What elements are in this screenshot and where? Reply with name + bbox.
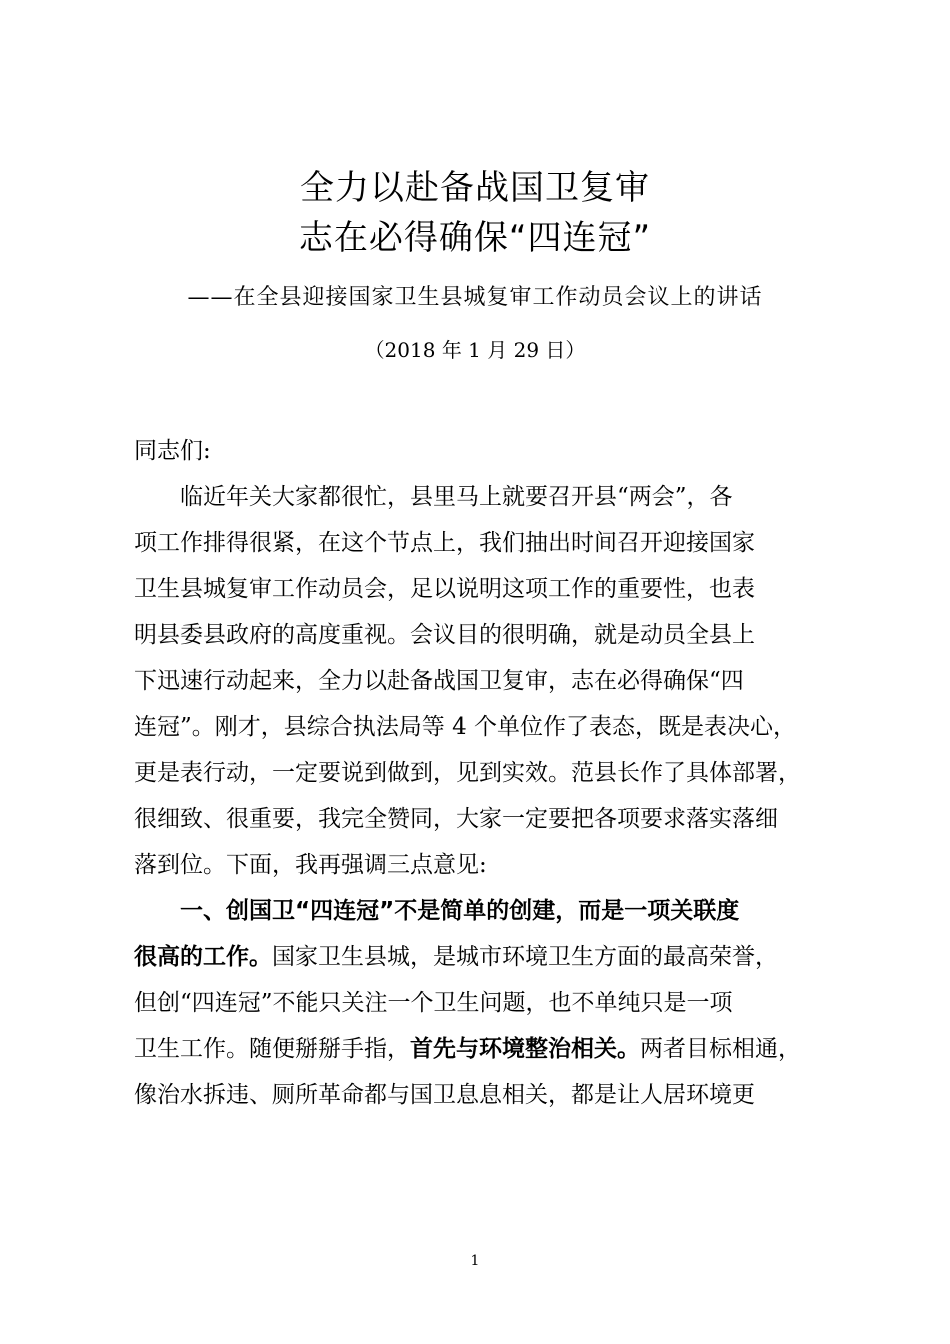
paragraph-text: 国家卫生县城，是城市环境卫生方面的最高荣誉，: [272, 944, 778, 970]
paragraph-line: 临近年关大家都很忙，县里马上就要召开县“两会”，各: [180, 484, 733, 510]
subtitle: ——在全县迎接国家卫生县城复审工作动员会议上的讲话: [187, 285, 763, 310]
emphasis-text: 首先与环境整治相关。: [410, 1035, 640, 1062]
body-text: [134, 428, 822, 1118]
paragraph-line: 像治水拆违、厕所革命都与国卫息息相关，都是让人居环境更: [134, 1082, 755, 1108]
paragraph-line: 卫生县城复审工作动员会，足以说明这项工作的重要性，也表: [134, 576, 755, 602]
salutation: 同志们:: [134, 438, 211, 464]
paragraph-line: 连冠”。刚才，县综合执法局等 4 个单位作了表态，既是表决心，: [134, 714, 797, 740]
page-number: 1: [470, 1253, 480, 1269]
paragraph-text: 两者目标相通，: [640, 1036, 801, 1062]
paragraph-line: 明县委县政府的高度重视。会议目的很明确，就是动员全县上: [134, 622, 755, 648]
speech-date: （2018 年 1 月 29 日）: [364, 338, 586, 362]
paragraph-line: [134, 934, 822, 980]
paragraph-line: 很细致、很重要，我完全赞同，大家一定要把各项要求落实落细: [134, 806, 778, 832]
paragraph-line: 项工作排得很紧，在这个节点上，我们抽出时间召开迎接国家: [134, 530, 755, 556]
paragraph-line: 但创“四连冠”不能只关注一个卫生问题，也不单纯只是一项: [134, 990, 733, 1016]
section-heading: 一、创国卫“四连冠”不是简单的创建，而是一项关联度: [180, 898, 740, 924]
paragraph-line: [134, 1026, 822, 1072]
paragraph-line: 更是表行动，一定要说到做到，见到实效。范县长作了具体部署，: [134, 760, 801, 786]
title-line-2: 志在必得确保“四连冠”: [298, 218, 652, 258]
paragraph-text: 卫生工作。随便掰掰手指，: [134, 1036, 410, 1062]
paragraph-line: 落到位。下面，我再强调三点意见:: [134, 852, 487, 878]
paragraph-line: 下迅速行动起来，全力以赴备战国卫复审，志在必得确保“四: [134, 668, 744, 694]
section-heading-continued: 很高的工作。: [134, 944, 272, 970]
title-line-1: 全力以赴备战国卫复审: [300, 168, 650, 208]
